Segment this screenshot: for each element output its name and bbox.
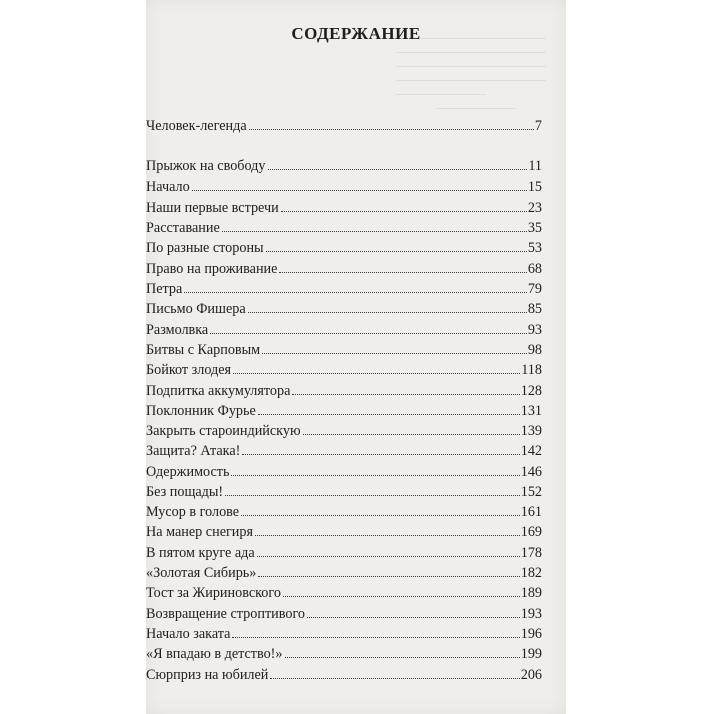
toc-entry[interactable] bbox=[146, 179, 542, 198]
toc-entry-title: Письмо Фишера bbox=[146, 301, 246, 317]
leader-dots bbox=[292, 394, 519, 395]
toc-entry-page: 68 bbox=[527, 261, 542, 277]
leader-dots bbox=[241, 515, 520, 516]
toc-entry-page: 23 bbox=[527, 200, 542, 216]
leader-dots bbox=[225, 495, 520, 496]
toc-entry-title: Возвращение строптивого bbox=[146, 606, 305, 622]
leader-dots bbox=[222, 231, 527, 232]
toc-entry-title: Защита? Атака! bbox=[146, 443, 241, 459]
toc-entry-page: 178 bbox=[520, 545, 542, 561]
leader-dots bbox=[270, 678, 519, 679]
toc-entry-title: Наши первые встречи bbox=[146, 200, 279, 216]
toc-entry-page: 161 bbox=[520, 504, 542, 520]
leader-dots bbox=[283, 596, 520, 597]
toc-entry-page: 196 bbox=[520, 626, 542, 642]
toc-entry-page: 169 bbox=[520, 524, 542, 540]
table-of-contents bbox=[146, 0, 566, 714]
toc-entry-title: Сюрприз на юбилей bbox=[146, 667, 269, 683]
toc-entry-title: В пятом круге ада bbox=[146, 545, 255, 561]
leader-dots bbox=[307, 617, 520, 618]
toc-entry[interactable] bbox=[146, 158, 542, 177]
toc-entry-page: 118 bbox=[521, 362, 542, 378]
toc-entry[interactable] bbox=[146, 646, 542, 665]
toc-entry-title: Мусор в голове bbox=[146, 504, 240, 520]
toc-entry[interactable] bbox=[146, 240, 542, 259]
leader-dots bbox=[249, 129, 534, 130]
toc-entry-page: 193 bbox=[520, 606, 542, 622]
toc-entry-title: На манер снегиря bbox=[146, 524, 254, 540]
toc-entry[interactable] bbox=[146, 301, 542, 320]
leader-dots bbox=[266, 251, 527, 252]
leader-dots bbox=[279, 272, 526, 273]
leader-dots bbox=[303, 434, 520, 435]
toc-entry-page: 11 bbox=[528, 158, 542, 174]
toc-entry-title: По разные стороны bbox=[146, 240, 264, 256]
book-page bbox=[146, 0, 566, 714]
toc-entry-title: Без пощады! bbox=[146, 484, 224, 500]
leader-dots bbox=[262, 353, 527, 354]
toc-entry-page: 53 bbox=[527, 240, 542, 256]
toc-entry-page: 128 bbox=[520, 383, 542, 399]
toc-entry-page: 35 bbox=[527, 220, 542, 236]
toc-entry[interactable] bbox=[146, 403, 542, 422]
leader-dots bbox=[268, 169, 528, 170]
leader-dots bbox=[257, 556, 520, 557]
toc-entry-title: Прыжок на свободу bbox=[146, 158, 266, 174]
toc-entry[interactable] bbox=[146, 585, 542, 604]
toc-entry-page: 131 bbox=[520, 403, 542, 419]
toc-entry-page: 189 bbox=[520, 585, 542, 601]
leader-dots bbox=[242, 454, 519, 455]
leader-dots bbox=[281, 211, 527, 212]
leader-dots bbox=[232, 637, 519, 638]
toc-entry-page: 85 bbox=[527, 301, 542, 317]
toc-entry-title: Начало bbox=[146, 179, 190, 195]
toc-entry[interactable] bbox=[146, 443, 542, 462]
toc-entry-title: Право на проживание bbox=[146, 261, 278, 277]
leader-dots bbox=[248, 312, 527, 313]
toc-entry-page: 93 bbox=[527, 322, 542, 338]
leader-dots bbox=[255, 535, 520, 536]
toc-entry-page: 139 bbox=[520, 423, 542, 439]
toc-entry-page: 152 bbox=[520, 484, 542, 500]
leader-dots bbox=[192, 190, 527, 191]
leader-dots bbox=[233, 373, 520, 374]
toc-entry-title: Тост за Жириновского bbox=[146, 585, 281, 601]
toc-entry[interactable] bbox=[146, 524, 542, 543]
leader-dots bbox=[184, 292, 527, 293]
toc-entry-title: Петра bbox=[146, 281, 183, 297]
toc-entry-title: «Я впадаю в детство!» bbox=[146, 646, 283, 662]
leader-dots bbox=[258, 414, 520, 415]
toc-entry-page: 7 bbox=[534, 118, 542, 134]
toc-entry-title: Одержимость bbox=[146, 464, 230, 480]
toc-entry[interactable] bbox=[146, 322, 542, 341]
page-title: СОДЕРЖАНИЕ bbox=[291, 24, 421, 43]
toc-entry-page: 199 bbox=[520, 646, 542, 662]
toc-entry-title: «Золотая Сибирь» bbox=[146, 565, 257, 581]
toc-entry-page: 15 bbox=[527, 179, 542, 195]
toc-entry[interactable] bbox=[146, 484, 542, 503]
toc-entry-title: Подпитка аккумулятора bbox=[146, 383, 291, 399]
toc-entry-title: Человек-легенда bbox=[146, 118, 247, 134]
toc-entry[interactable] bbox=[146, 545, 542, 564]
toc-entry[interactable] bbox=[146, 261, 542, 280]
toc-entry[interactable] bbox=[146, 565, 542, 584]
toc-entry[interactable] bbox=[146, 504, 542, 523]
leader-dots bbox=[210, 333, 527, 334]
toc-entry-page: 142 bbox=[520, 443, 542, 459]
toc-entry-title: Бойкот злодея bbox=[146, 362, 232, 378]
toc-entry[interactable] bbox=[146, 118, 542, 137]
toc-entry[interactable] bbox=[146, 423, 542, 442]
toc-entry-title: Начало заката bbox=[146, 626, 231, 642]
toc-entry[interactable] bbox=[146, 200, 542, 219]
toc-entry[interactable] bbox=[146, 281, 542, 300]
toc-entry[interactable] bbox=[146, 606, 542, 625]
toc-entry-title: Поклонник Фурье bbox=[146, 403, 256, 419]
toc-entry-title: Размолвка bbox=[146, 322, 209, 338]
toc-entry-page: 206 bbox=[520, 667, 542, 683]
toc-entry-title: Расставание bbox=[146, 220, 220, 236]
toc-entry-page: 98 bbox=[527, 342, 542, 358]
toc-entry-title: Закрыть староиндийскую bbox=[146, 423, 301, 439]
toc-entry[interactable] bbox=[146, 667, 542, 686]
leader-dots bbox=[258, 576, 519, 577]
toc-entry[interactable] bbox=[146, 464, 542, 483]
leader-dots bbox=[231, 475, 519, 476]
toc-entry-page: 182 bbox=[520, 565, 542, 581]
toc-entry[interactable] bbox=[146, 626, 542, 645]
toc-entry[interactable] bbox=[146, 342, 542, 361]
toc-entry-title: Битвы с Карповым bbox=[146, 342, 261, 358]
toc-entry-page: 146 bbox=[520, 464, 542, 480]
toc-entry-page: 79 bbox=[527, 281, 542, 297]
toc-entry[interactable] bbox=[146, 220, 542, 239]
leader-dots bbox=[285, 657, 520, 658]
toc-entry[interactable] bbox=[146, 362, 542, 381]
toc-entry[interactable] bbox=[146, 383, 542, 402]
